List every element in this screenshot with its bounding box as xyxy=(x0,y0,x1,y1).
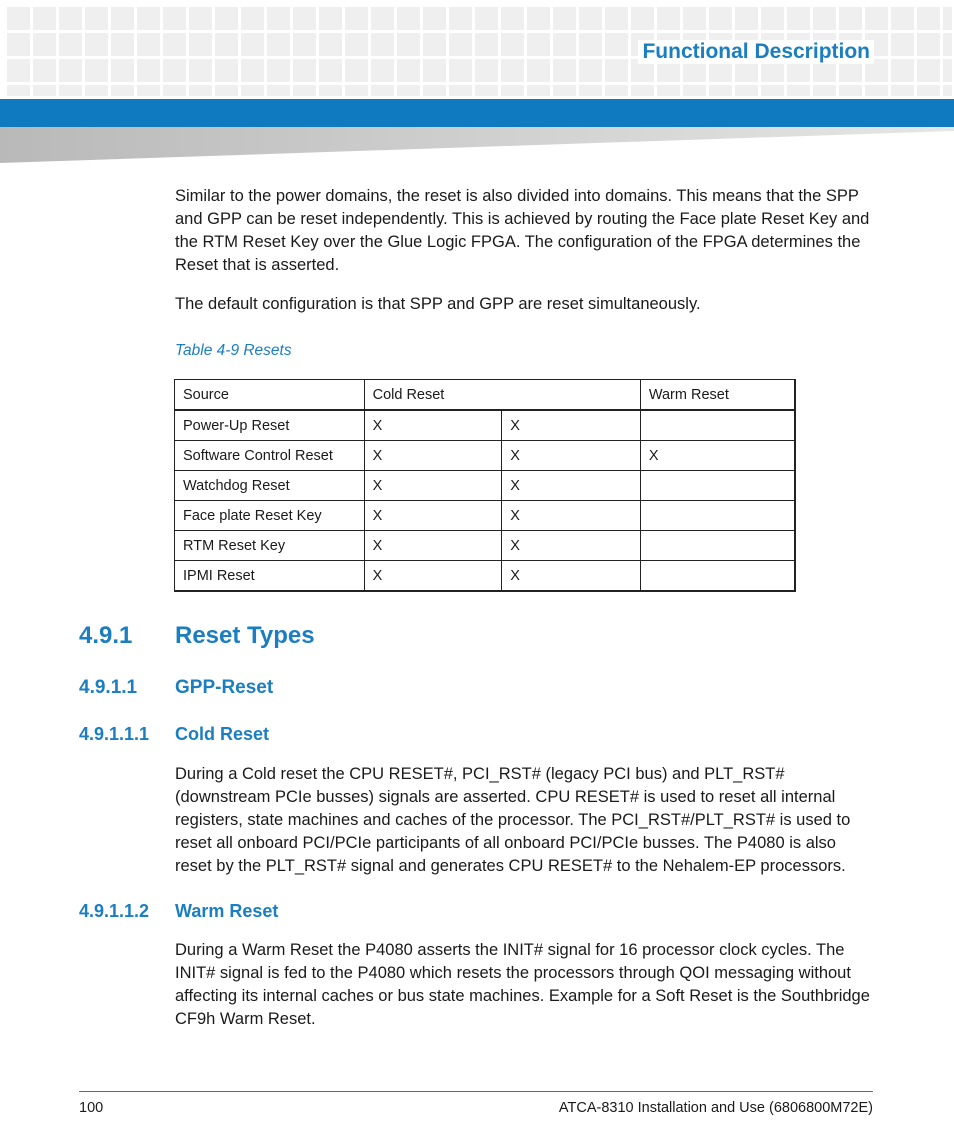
table-cell xyxy=(640,410,795,441)
table-row xyxy=(175,561,796,592)
table-cell: IPMI Reset xyxy=(175,561,365,592)
table-caption: Table 4-9 Resets xyxy=(175,342,292,359)
warm-reset-block xyxy=(175,939,875,1031)
intro-block xyxy=(175,185,875,277)
table-cell xyxy=(640,471,795,501)
heading-number: 4.9.1.1 xyxy=(79,677,138,698)
page-number: 100 xyxy=(79,1100,104,1116)
table-cell: X xyxy=(502,410,641,441)
table-cell: X xyxy=(364,531,502,561)
table-cell xyxy=(640,501,795,531)
footer-doc-title: ATCA-8310 Installation and Use (6806800M72E) xyxy=(558,1100,873,1116)
table-cell: X xyxy=(502,501,641,531)
resets-table xyxy=(174,379,796,592)
intro-paragraph-2: The default configuration is that SPP and GPP are reset simultaneously. xyxy=(175,295,701,313)
table-header-cell: Warm Reset xyxy=(640,380,795,411)
heading-reset-types: Reset Types xyxy=(175,622,315,649)
cold-reset-paragraph: During a Cold reset the CPU RESET#, PCI_RST# (legacy PCI bus) and PLT_RST# (downstream PCIe busses) signals are asserted. CPU RESET# is used to reset all internal registers, state machines and caches of the processor. The PCI_RST#/PLT_RST# is used to reset all onboard PCI/PCIe participants of all onboard PCI/PCIe busses. The P4080 is also reset by the PLT_RST# signal and generates CPU RESET# to the Nehalem-EP processors. xyxy=(175,765,851,875)
heading-warm-reset: Warm Reset xyxy=(175,901,279,921)
table-row xyxy=(175,441,796,471)
table-row xyxy=(175,410,796,441)
header-section-title: Functional Description xyxy=(638,40,874,64)
heading-number: 4.9.1.1.2 xyxy=(79,901,150,921)
table-cell: X xyxy=(502,441,641,471)
header-gray-wedge xyxy=(0,127,954,163)
table-row xyxy=(175,501,796,531)
header-blue-band xyxy=(0,99,954,127)
intro-paragraph-1: Similar to the power domains, the reset is also divided into domains. This means that the SPP and GPP can be reset independently. This is achieved by routing the Face plate Reset Key and the RTM Reset Key over the Glue Logic FPGA. The configuration of the FPGA determines the Reset that is asserted. xyxy=(175,187,870,274)
table-cell: X xyxy=(502,561,641,592)
warm-reset-paragraph: During a Warm Reset the P4080 asserts the INIT# signal for 16 processor clock cycles. The INIT# signal is fed to the P4080 which resets the processors through QOI messaging without affecting its internal caches or bus state machines. Example for a Soft Reset is the Southbridge CF9h Warm Reset. xyxy=(175,941,870,1028)
footer-rule xyxy=(79,1091,873,1092)
heading-number: 4.9.1.1.1 xyxy=(79,724,150,744)
heading-cold-reset: Cold Reset xyxy=(175,724,270,744)
table-cell: X xyxy=(502,471,641,501)
table-cell: RTM Reset Key xyxy=(175,531,365,561)
heading-gpp-reset: GPP-Reset xyxy=(175,677,274,698)
table-header-cell: Source xyxy=(175,380,365,411)
table-cell: Software Control Reset xyxy=(175,441,365,471)
table-cell xyxy=(640,531,795,561)
table-cell: X xyxy=(502,531,641,561)
table-row xyxy=(175,531,796,561)
table-cell: Face plate Reset Key xyxy=(175,501,365,531)
table-cell: X xyxy=(364,441,502,471)
table-cell: Power-Up Reset xyxy=(175,410,365,441)
table-cell: X xyxy=(640,441,795,471)
table-cell: X xyxy=(364,501,502,531)
table-cell: X xyxy=(364,410,502,441)
heading-number: 4.9.1 xyxy=(79,622,133,649)
table-header-row xyxy=(175,380,796,411)
table-cell: X xyxy=(364,471,502,501)
table-cell: X xyxy=(364,561,502,592)
table-row xyxy=(175,471,796,501)
table-header-cell: Cold Reset xyxy=(364,380,640,411)
intro-block-2 xyxy=(175,293,875,316)
cold-reset-block xyxy=(175,763,875,878)
table-cell xyxy=(640,561,795,592)
table-cell: Watchdog Reset xyxy=(175,471,365,501)
